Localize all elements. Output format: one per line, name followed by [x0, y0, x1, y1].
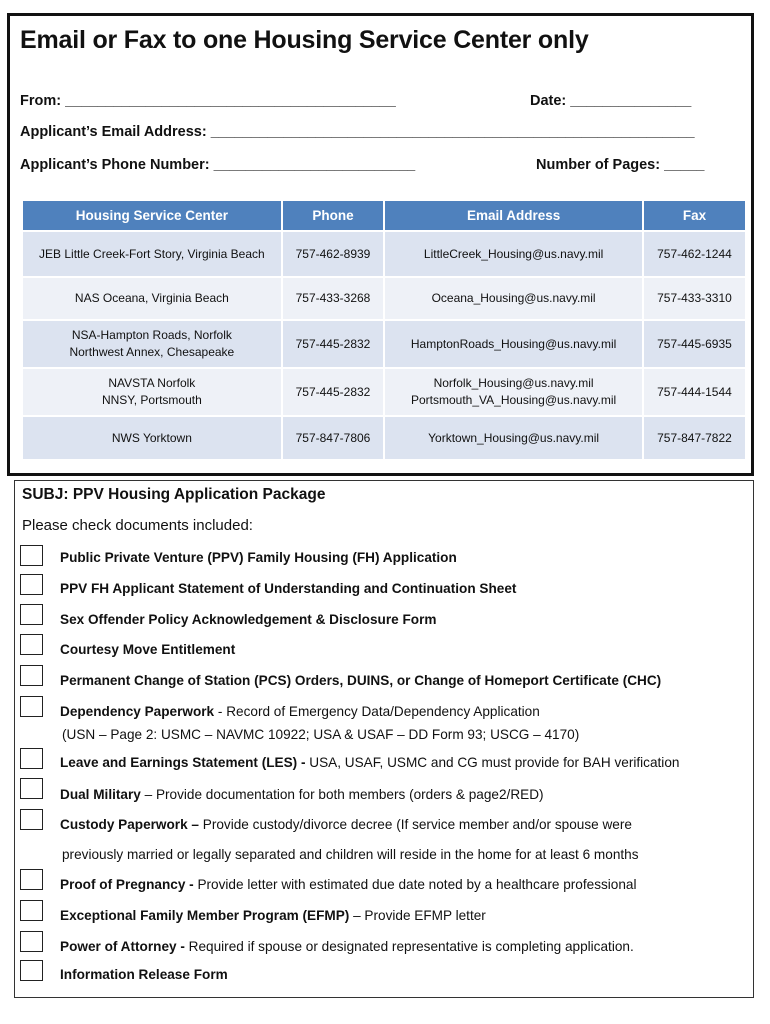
item-title: Custody Paperwork – — [60, 817, 199, 832]
table-row — [23, 369, 745, 415]
center-cell — [23, 278, 281, 319]
fax-cell: 757-433-3310 — [644, 278, 745, 319]
item-text: Provide letter with estimated due date noted by a healthcare professional — [193, 877, 637, 892]
checklist-item — [60, 966, 228, 983]
checkbox-efmp[interactable] — [20, 900, 43, 921]
checkbox-custody-paperwork[interactable] — [20, 809, 43, 830]
subject-line: SUBJ: PPV Housing Application Package — [22, 486, 326, 503]
center-name: JEB Little Creek-Fort Story, Virginia Beach — [39, 246, 265, 261]
checklist-item — [60, 672, 661, 689]
item-title: Dependency Paperwork — [60, 704, 215, 719]
checkbox-dual-military[interactable] — [20, 778, 43, 799]
center-name: NSA-Hampton Roads, Norfolk — [71, 328, 232, 342]
checklist-item — [60, 611, 436, 628]
header-email-address: Email Address — [385, 201, 642, 230]
checkbox-statement-of-understanding[interactable] — [20, 574, 43, 595]
center-cell — [23, 369, 281, 415]
center-cell — [23, 232, 281, 276]
email-address: Yorktown_Housing@us.navy.mil — [428, 430, 600, 445]
checkbox-courtesy-move[interactable] — [20, 634, 43, 655]
number-of-pages-blank[interactable]: _____ — [664, 157, 705, 173]
date-field[interactable] — [530, 93, 691, 109]
checkbox-pcs-orders[interactable] — [20, 665, 43, 686]
item-title: Leave and Earnings Statement (LES) - — [60, 755, 306, 770]
phone-cell: 757-433-3268 — [283, 278, 384, 319]
checklist-item — [60, 549, 457, 566]
item-text: – Provide EFMP letter — [349, 908, 486, 923]
email-cell — [385, 321, 642, 367]
table-row — [23, 232, 745, 276]
item-text: USA, USAF, USMC and CG must provide for BAH verification — [305, 755, 680, 770]
item-text: Required if spouse or designated representative is completing application. — [184, 939, 634, 954]
checklist-instruction: Please check documents included: — [22, 517, 253, 534]
checklist-item — [60, 641, 235, 658]
email-cell — [385, 417, 642, 459]
checklist-item — [60, 703, 540, 720]
item-title: Proof of Pregnancy - — [60, 877, 194, 892]
checklist-item-continuation: (USN – Page 2: USMC – NAVMC 10922; USA & USAF – DD Form 93; USCG – 4170) — [62, 727, 580, 742]
checkbox-ppv-application[interactable] — [20, 545, 43, 566]
checkbox-information-release[interactable] — [20, 960, 43, 981]
header-housing-service-center: Housing Service Center — [23, 201, 281, 230]
email-address: LittleCreek_Housing@us.navy.mil — [423, 246, 604, 261]
phone-number-field[interactable] — [20, 157, 415, 173]
fax-cell: 757-462-1244 — [644, 232, 745, 276]
email-address-line-2: Portsmouth_VA_Housing@us.navy.mil — [411, 393, 617, 407]
number-of-pages-label: Number of Pages: — [536, 157, 661, 173]
center-cell — [23, 321, 281, 367]
phone-cell: 757-847-7806 — [283, 417, 384, 459]
checklist-item — [60, 907, 486, 924]
header-phone: Phone — [283, 201, 384, 230]
number-of-pages-field[interactable] — [536, 157, 704, 173]
checklist-item — [60, 816, 632, 833]
item-title: Information Release Form — [60, 967, 228, 982]
fax-cell: 757-444-1544 — [644, 369, 745, 415]
item-title: Permanent Change of Station (PCS) Orders, DUINS, or Change of Homeport Certificate (CHC) — [60, 673, 662, 688]
item-text: Provide custody/divorce decree (If service member and/or spouse were — [199, 817, 632, 832]
checkbox-power-of-attorney[interactable] — [20, 931, 43, 952]
housing-service-center-table — [21, 199, 747, 461]
phone-cell: 757-462-8939 — [283, 232, 384, 276]
checkbox-sex-offender-policy[interactable] — [20, 604, 43, 625]
item-text: - Record of Emergency Data/Dependency Application — [214, 704, 540, 719]
item-text: – Provide documentation for both members (orders & page2/RED) — [140, 787, 544, 802]
phone-number-blank[interactable]: _________________________ — [213, 157, 416, 173]
email-address: HamptonRoads_Housing@us.navy.mil — [410, 336, 617, 351]
date-label: Date: — [530, 93, 567, 109]
center-name: NWS Yorktown — [111, 430, 192, 445]
date-blank[interactable]: _______________ — [570, 93, 692, 109]
phone-number-label: Applicant’s Phone Number: — [20, 157, 210, 173]
checklist-item — [60, 786, 544, 803]
checklist-item — [60, 876, 637, 893]
checkbox-proof-of-pregnancy[interactable] — [20, 869, 43, 890]
table-row — [23, 417, 745, 459]
item-title: Power of Attorney - — [60, 939, 185, 954]
item-title: Public Private Venture (PPV) Family Housing (FH) Application — [60, 550, 457, 565]
center-name-line-2: NNSY, Portsmouth — [101, 393, 202, 407]
checkbox-les[interactable] — [20, 748, 43, 769]
email-address-field[interactable] — [20, 124, 695, 140]
fax-cell: 757-445-6935 — [644, 321, 745, 367]
email-cell — [385, 232, 642, 276]
email-address: Norfolk_Housing@us.navy.mil — [433, 376, 594, 390]
checklist-item — [60, 754, 679, 771]
item-title: Exceptional Family Member Program (EFMP) — [60, 908, 350, 923]
from-label: From: — [20, 93, 62, 109]
checkbox-dependency-paperwork[interactable] — [20, 696, 43, 717]
table-header-row — [23, 201, 745, 230]
checklist-item — [60, 580, 516, 597]
email-cell — [385, 369, 642, 415]
fax-cover-box — [7, 13, 754, 476]
item-title: PPV FH Applicant Statement of Understanding and Continuation Sheet — [60, 581, 517, 596]
phone-cell: 757-445-2832 — [283, 369, 384, 415]
from-field[interactable] — [20, 93, 396, 109]
fax-cell: 757-847-7822 — [644, 417, 745, 459]
header-fax: Fax — [644, 201, 745, 230]
item-title: Sex Offender Policy Acknowledgement & Disclosure Form — [60, 612, 437, 627]
center-name: NAVSTA Norfolk — [108, 376, 196, 390]
item-title: Courtesy Move Entitlement — [60, 642, 236, 657]
from-blank[interactable]: _________________________________________ — [65, 93, 396, 109]
center-name-line-2: Northwest Annex, Chesapeake — [69, 345, 235, 359]
email-address: Oceana_Housing@us.navy.mil — [431, 291, 596, 305]
table-row — [23, 278, 745, 319]
item-title: Dual Military — [60, 787, 141, 802]
email-address-label: Applicant’s Email Address: — [20, 124, 207, 140]
email-address-blank[interactable]: ____________________________________________________________ — [210, 124, 695, 140]
form-title: Email or Fax to one Housing Service Center only — [20, 26, 589, 54]
table-row — [23, 321, 745, 367]
center-name: NAS Oceana, Virginia Beach — [74, 291, 229, 305]
phone-cell: 757-445-2832 — [283, 321, 384, 367]
center-cell — [23, 417, 281, 459]
checklist-item — [60, 938, 634, 955]
checklist-item-continuation: previously married or legally separated and children will reside in the home for at least 6 months — [62, 847, 639, 862]
email-cell — [385, 278, 642, 319]
